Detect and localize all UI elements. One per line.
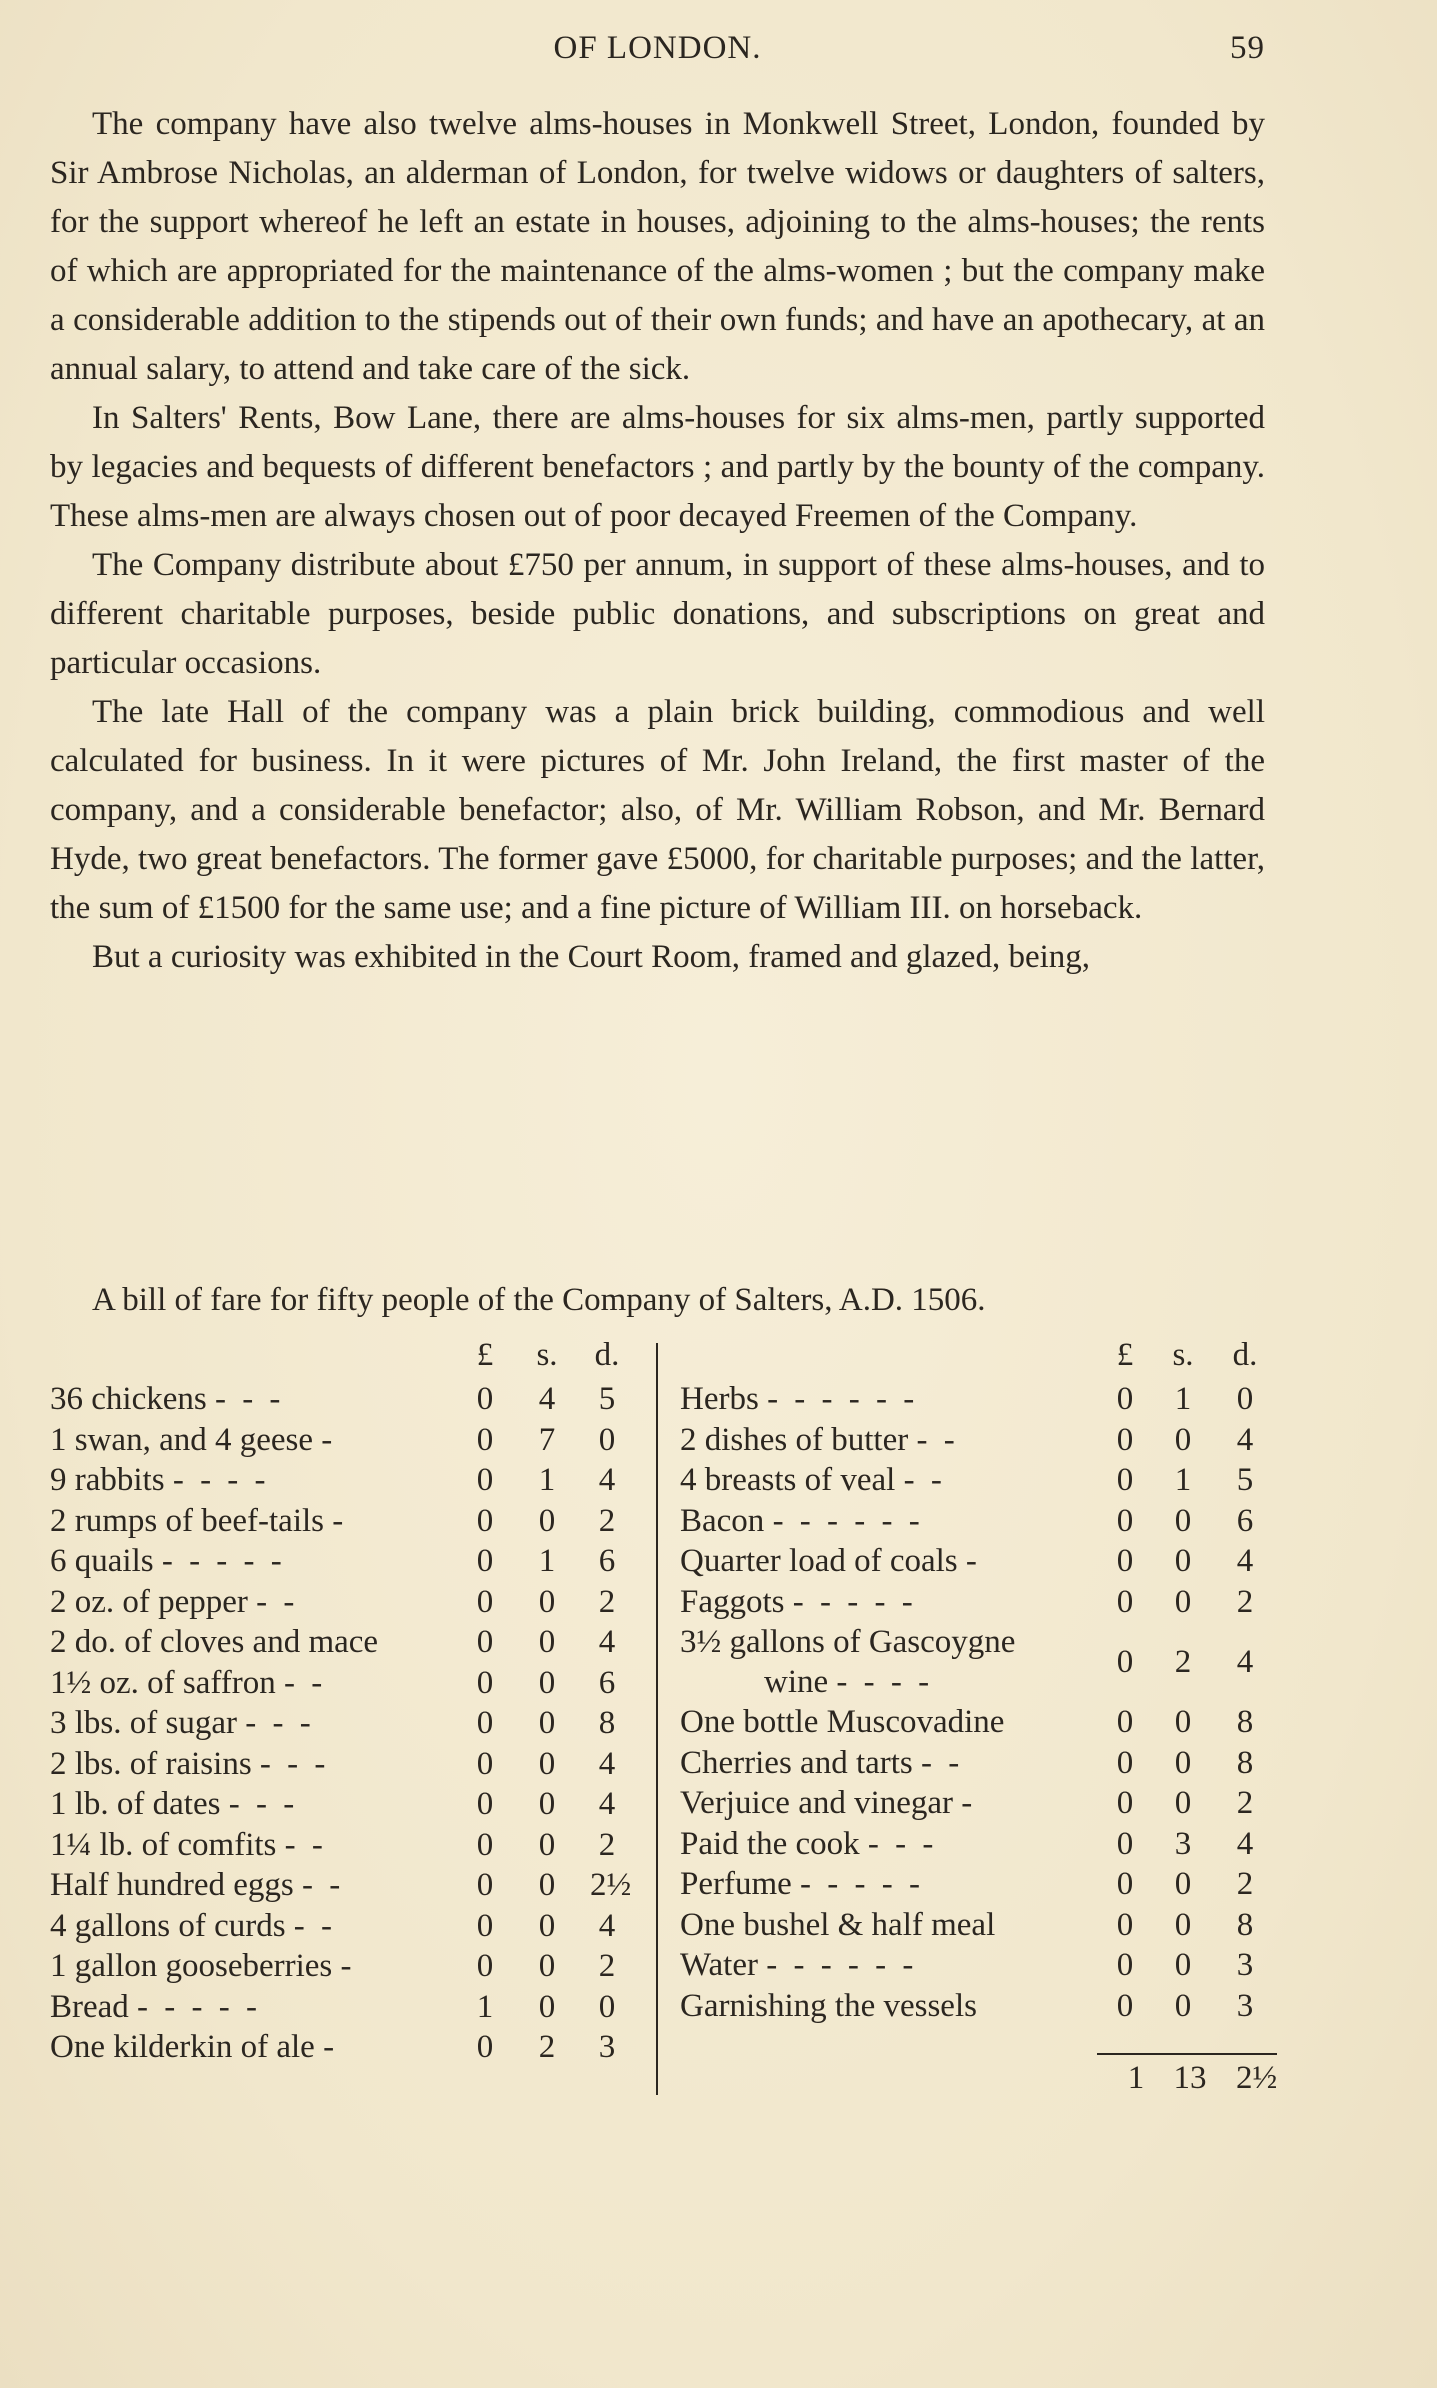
- pounds-value: 0: [476, 1583, 494, 1620]
- pence-value: 4: [598, 1907, 616, 1944]
- table-row: [50, 1744, 650, 1785]
- shillings-value: 7: [538, 1421, 556, 1458]
- leader-dashes: - - - - - -: [772, 1502, 924, 1539]
- bill-right-column: [680, 1335, 1290, 2026]
- item-name: Cherries and tarts: [680, 1744, 913, 1781]
- pence-value: 3: [598, 2029, 616, 2065]
- leader-dashes: -: [332, 1502, 348, 1539]
- pounds-header: £: [476, 1337, 494, 1373]
- pence-value: 2: [598, 1948, 616, 1984]
- pence-value: 3: [1236, 1987, 1254, 2024]
- leader-dashes: - - -: [214, 1381, 285, 1417]
- item-name: 4 gallons of curds: [50, 1907, 286, 1944]
- shillings-header: s.: [536, 1337, 558, 1373]
- leader-dashes: - -: [293, 1907, 337, 1944]
- pence-value: 2: [598, 1502, 616, 1539]
- pounds-value: 0: [476, 1826, 494, 1863]
- table-row: [50, 1703, 650, 1744]
- pounds-value: 0: [476, 1907, 494, 1944]
- pence-value: 4: [1236, 1543, 1254, 1579]
- table-row: [680, 1905, 1290, 1946]
- column-divider: [656, 1343, 658, 2095]
- pounds-value: 0: [476, 1462, 494, 1498]
- item-label: [50, 1987, 261, 2028]
- pounds-value: 0: [476, 1705, 494, 1741]
- item-name: 2 lbs. of raisins: [50, 1745, 252, 1782]
- pence-value: 6: [598, 1543, 616, 1579]
- pence-header: d.: [594, 1337, 620, 1373]
- item-name: 1 swan, and 4 geese: [50, 1421, 314, 1458]
- table-row: [680, 1420, 1290, 1461]
- item-name: 9 rabbits: [50, 1462, 165, 1498]
- column-headers: [680, 1335, 1290, 1379]
- leader-dashes: - -: [302, 1867, 345, 1903]
- pounds-value: 0: [1116, 1462, 1134, 1498]
- pence-value: 8: [598, 1705, 616, 1741]
- item-label: [680, 1783, 976, 1824]
- item-name: Perfume: [680, 1866, 792, 1902]
- shillings-value: 0: [1174, 1947, 1192, 1983]
- table-row: [50, 1987, 650, 2028]
- leader-dashes: - - - - -: [792, 1583, 917, 1620]
- leader-dashes: - - -: [228, 1786, 299, 1822]
- item-label: [50, 1582, 298, 1623]
- item-name-continued: [680, 1662, 1015, 1702]
- leader-dashes: -: [323, 2029, 339, 2065]
- item-name: 2 oz. of pepper: [50, 1583, 248, 1620]
- shillings-value: 0: [538, 1705, 556, 1741]
- item-name: One bushel & half meal: [680, 1906, 996, 1943]
- shillings-value: 4: [538, 1381, 556, 1417]
- paragraph: In Salters' Rents, Bow Lane, there are alms-houses for six alms-men, partly supported by legacies and bequests of different benefactors ; and partly by the bounty of the company. These alms-men are always chosen out of poor decayed Freemen of the Company.: [50, 400, 1265, 534]
- item-name: 36 chickens: [50, 1381, 207, 1417]
- pence-value: 4: [598, 1624, 616, 1660]
- item-label: [680, 1582, 917, 1623]
- total-pounds: 1: [1127, 2060, 1145, 2096]
- shillings-value: 0: [538, 1867, 556, 1903]
- pounds-value: 0: [476, 1745, 494, 1782]
- shillings-value: 0: [1174, 1906, 1192, 1943]
- pounds-value: 0: [1116, 1906, 1134, 1943]
- pounds-value: 0: [1116, 1583, 1134, 1620]
- pence-value: 2: [1236, 1785, 1254, 1821]
- table-row: [50, 1906, 650, 1947]
- leader-dashes: - - - -: [172, 1462, 270, 1498]
- pence-value: 4: [598, 1462, 616, 1498]
- pounds-value: 0: [1116, 1502, 1134, 1539]
- item-label: [50, 1420, 336, 1461]
- item-label: [680, 1420, 959, 1461]
- item-name: Quarter load of coals: [680, 1543, 958, 1579]
- bill-title: A bill of fare for fifty people of the Company of Salters, A.D. 1506.: [92, 1282, 986, 1318]
- item-name: Garnishing the vessels: [680, 1987, 977, 2024]
- item-label: [50, 1784, 298, 1825]
- pounds-value: 0: [476, 1867, 494, 1903]
- leader-dashes: - - -: [245, 1705, 315, 1741]
- item-label: [50, 1865, 344, 1906]
- table-row: [680, 1864, 1290, 1905]
- pounds-value: 0: [476, 1664, 494, 1701]
- pounds-value: 0: [476, 1786, 494, 1822]
- table-row: [680, 1501, 1290, 1542]
- shillings-value: 0: [538, 1745, 556, 1782]
- shillings-value: 0: [1174, 1987, 1192, 2024]
- item-label: [50, 1825, 327, 1866]
- bill-left-column: [50, 1335, 650, 2068]
- table-row: [680, 1460, 1290, 1501]
- shillings-value: 0: [538, 1664, 556, 1701]
- table-row: [680, 1783, 1290, 1824]
- pounds-value: 0: [1116, 1987, 1134, 2024]
- table-row: [50, 1541, 650, 1582]
- shillings-value: 1: [1174, 1381, 1192, 1417]
- shillings-value: 0: [538, 1502, 556, 1539]
- shillings-value: 0: [538, 1786, 556, 1822]
- table-row: [50, 1420, 650, 1461]
- pence-value: 4: [598, 1786, 616, 1822]
- table-row: [680, 1379, 1290, 1420]
- bill-of-fare-table: [50, 1335, 1290, 2085]
- item-name: One kilderkin of ale: [50, 2029, 315, 2065]
- pounds-value: 0: [476, 1421, 494, 1458]
- item-name: Half hundred eggs: [50, 1867, 294, 1903]
- pence-value: 4: [598, 1745, 616, 1782]
- item-label: [680, 1460, 946, 1501]
- pence-value: 2: [1236, 1866, 1254, 1902]
- item-label: [680, 1379, 918, 1420]
- item-label: [680, 1945, 917, 1986]
- shillings-value: 2: [538, 2029, 556, 2065]
- pence-value: 8: [1236, 1704, 1254, 1740]
- leader-dashes: - -: [284, 1664, 327, 1701]
- table-row: [50, 1784, 650, 1825]
- pounds-value: 0: [476, 1543, 494, 1579]
- pence-value: 4: [1236, 1421, 1254, 1458]
- shillings-value: 0: [538, 1988, 556, 2025]
- item-name: Faggots: [680, 1583, 785, 1620]
- shillings-value: 0: [1174, 1502, 1192, 1539]
- item-label: [50, 1379, 284, 1420]
- leader-dashes: - -: [903, 1462, 946, 1498]
- shillings-value: 0: [1174, 1421, 1192, 1458]
- pounds-value: 0: [1116, 1704, 1134, 1740]
- item-label: [50, 1622, 378, 1663]
- shillings-value: 1: [1174, 1462, 1192, 1498]
- item-label: [680, 1743, 963, 1784]
- item-name-line2: wine: [764, 1664, 829, 1700]
- leader-dashes: - - - - -: [161, 1543, 286, 1579]
- leader-dashes: - -: [284, 1826, 327, 1863]
- leader-dashes: - - - - - -: [766, 1947, 918, 1983]
- leader-dashes: - - -: [259, 1745, 330, 1782]
- shillings-value: 0: [1174, 1785, 1192, 1821]
- item-label: [680, 1622, 1015, 1702]
- table-row: [50, 2027, 650, 2068]
- pence-value: 2: [598, 1583, 616, 1620]
- item-label: [50, 1703, 315, 1744]
- item-name: 2 do. of cloves and mace: [50, 1624, 379, 1660]
- item-name: Water: [680, 1947, 758, 1983]
- body-text: [50, 100, 1265, 982]
- item-name: 1 gallon gooseberries: [50, 1948, 333, 1984]
- leader-dashes: -: [961, 1785, 977, 1821]
- item-label: [680, 1986, 977, 2027]
- leader-dashes: - - - - -: [800, 1866, 924, 1902]
- shillings-value: 0: [538, 1948, 556, 1984]
- pence-value: 2½: [590, 1867, 632, 1903]
- pounds-value: 0: [1116, 1421, 1134, 1458]
- pence-value: 0: [1236, 1381, 1254, 1417]
- leader-dashes: - - -: [867, 1825, 938, 1862]
- table-row: [680, 1582, 1290, 1623]
- total-pence: 2½: [1236, 2060, 1278, 2096]
- item-name: One bottle Muscovadine: [680, 1704, 1005, 1740]
- item-name: 4 breasts of veal: [680, 1462, 896, 1498]
- item-label: [50, 2027, 338, 2068]
- table-row: [680, 1743, 1290, 1784]
- pence-value: 4: [1236, 1644, 1254, 1680]
- item-name: 1¼ lb. of comfits: [50, 1826, 277, 1863]
- table-row: [680, 1986, 1290, 2027]
- item-name: 3 lbs. of sugar: [50, 1705, 237, 1741]
- item-name: 6 quails: [50, 1543, 154, 1579]
- pounds-value: 0: [476, 1624, 494, 1660]
- item-label: [50, 1501, 347, 1542]
- bill-total: [1060, 2060, 1300, 2100]
- shillings-value: 0: [1174, 1583, 1192, 1620]
- pounds-value: 0: [476, 1502, 494, 1539]
- table-row: [680, 1702, 1290, 1743]
- pence-value: 8: [1236, 1906, 1254, 1943]
- item-name: Verjuice and vinegar: [680, 1785, 954, 1821]
- shillings-value: 0: [538, 1907, 556, 1944]
- item-label: [50, 1460, 270, 1501]
- pounds-value: 0: [1116, 1825, 1134, 1862]
- item-name: 2 dishes of butter: [680, 1421, 909, 1458]
- running-head-title: OF LONDON.: [553, 30, 762, 66]
- table-row: [50, 1663, 650, 1704]
- table-row: [680, 1945, 1290, 1986]
- item-label: [50, 1946, 356, 1987]
- shillings-value: 1: [538, 1462, 556, 1498]
- table-row: [50, 1622, 650, 1663]
- item-name: 1 lb. of dates: [50, 1786, 221, 1822]
- leader-dashes: - - - - -: [137, 1988, 261, 2025]
- item-label: [680, 1501, 924, 1542]
- item-label: [680, 1864, 924, 1905]
- total-rule: [1097, 2053, 1277, 2055]
- page-number: 59: [1230, 30, 1265, 66]
- pence-value: 6: [598, 1664, 616, 1701]
- item-name: Bacon: [680, 1502, 765, 1539]
- pence-header: d.: [1232, 1337, 1258, 1373]
- item-label: [680, 1702, 1004, 1743]
- item-label: [50, 1906, 336, 1947]
- paragraph: The company have also twelve alms-houses in Monkwell Street, London, founded by Sir Ambrose Nicholas, an alderman of London, for twelve widows or daughters of salters, for the support whereof he left an estate in houses, adjoining to the alms-houses; the rents of which are appropriated for the maintenance of the alms-women ; but the company make a considerable addition to the stipends out of their own funds; and have an apothecary, at an annual salary, to attend and take care of the sick.: [50, 106, 1265, 387]
- pounds-value: 1: [476, 1988, 494, 2025]
- table-row: [680, 1622, 1290, 1702]
- leader-dashes: - -: [916, 1421, 959, 1458]
- leader-dashes: - - - - - -: [767, 1381, 919, 1417]
- running-head: [50, 30, 1265, 78]
- pence-value: 2: [1236, 1583, 1254, 1620]
- item-label: [680, 1824, 937, 1865]
- leader-dashes: - -: [256, 1583, 299, 1620]
- pounds-value: 0: [1116, 1866, 1134, 1902]
- pence-value: 0: [598, 1421, 616, 1458]
- leader-dashes: -: [965, 1543, 981, 1579]
- pounds-value: 0: [1116, 1785, 1134, 1821]
- pounds-value: 0: [1116, 1543, 1134, 1579]
- table-row: [680, 1824, 1290, 1865]
- pence-value: 3: [1236, 1947, 1254, 1983]
- item-name: 3½ gallons of Gascoygne: [680, 1624, 1016, 1660]
- leader-dashes: -: [321, 1421, 337, 1458]
- pence-value: 5: [1236, 1462, 1254, 1498]
- pence-value: 6: [1236, 1502, 1254, 1539]
- item-label: [50, 1663, 326, 1704]
- item-name: Paid the cook: [680, 1825, 860, 1862]
- shillings-value: 0: [538, 1624, 556, 1660]
- paragraph: The late Hall of the company was a plain brick building, commodious and well calculated for business. In it were pictures of Mr. John Ireland, the first master of the company, and a considerable benefactor; also, of Mr. William Robson, and Mr. Bernard Hyde, two great benefactors. The former gave £5000, for charitable purposes; and the latter, the sum of £1500 for the same use; and a fine picture of William III. on horseback.: [50, 694, 1265, 926]
- table-row: [680, 1541, 1290, 1582]
- total-shillings: 13: [1173, 2060, 1207, 2096]
- shillings-header: s.: [1172, 1337, 1194, 1373]
- table-row: [50, 1865, 650, 1906]
- pence-value: 0: [598, 1988, 616, 2025]
- item-label: [50, 1541, 286, 1582]
- shillings-value: 0: [1174, 1543, 1192, 1579]
- table-row: [50, 1379, 650, 1420]
- pence-value: 2: [598, 1826, 616, 1863]
- pounds-value: 0: [1116, 1744, 1134, 1781]
- item-label: [680, 1541, 981, 1582]
- column-headers: [50, 1335, 650, 1379]
- shillings-value: 3: [1174, 1825, 1192, 1862]
- shillings-value: 0: [1174, 1704, 1192, 1740]
- pounds-value: 0: [476, 1948, 494, 1984]
- table-row: [50, 1460, 650, 1501]
- shillings-value: 1: [538, 1543, 556, 1579]
- paragraph: But a curiosity was exhibited in the Court Room, framed and glazed, being,: [92, 939, 1091, 975]
- pounds-value: 0: [476, 2029, 494, 2065]
- leader-dashes: -: [340, 1948, 356, 1984]
- table-row: [50, 1582, 650, 1623]
- item-name: Bread: [50, 1988, 129, 2025]
- pence-value: 5: [598, 1381, 616, 1417]
- pounds-value: 0: [476, 1381, 494, 1417]
- pence-value: 4: [1236, 1825, 1254, 1862]
- pounds-value: 0: [1116, 1947, 1134, 1983]
- pounds-header: £: [1116, 1337, 1134, 1373]
- pence-value: 8: [1236, 1744, 1254, 1781]
- item-label: [680, 1905, 995, 1946]
- item-label: [50, 1744, 329, 1785]
- table-row: [50, 1501, 650, 1542]
- table-row: [50, 1825, 650, 1866]
- shillings-value: 0: [538, 1583, 556, 1620]
- shillings-value: 0: [1174, 1866, 1192, 1902]
- item-name: 2 rumps of beef-tails: [50, 1502, 325, 1539]
- table-row: [50, 1946, 650, 1987]
- item-name: Herbs: [680, 1381, 759, 1417]
- shillings-value: 2: [1174, 1644, 1192, 1680]
- shillings-value: 0: [1174, 1744, 1192, 1781]
- pounds-value: 0: [1116, 1381, 1134, 1417]
- paragraph: The Company distribute about £750 per annum, in support of these alms-houses, and to different charitable purposes, beside public donations, and subscriptions on great and particular occasions.: [50, 547, 1265, 681]
- item-name: 1½ oz. of saffron: [50, 1664, 276, 1701]
- pounds-value: 0: [1116, 1644, 1134, 1680]
- leader-dashes: - -: [921, 1744, 964, 1781]
- shillings-value: 0: [538, 1826, 556, 1863]
- leader-dashes: - - - -: [836, 1664, 934, 1700]
